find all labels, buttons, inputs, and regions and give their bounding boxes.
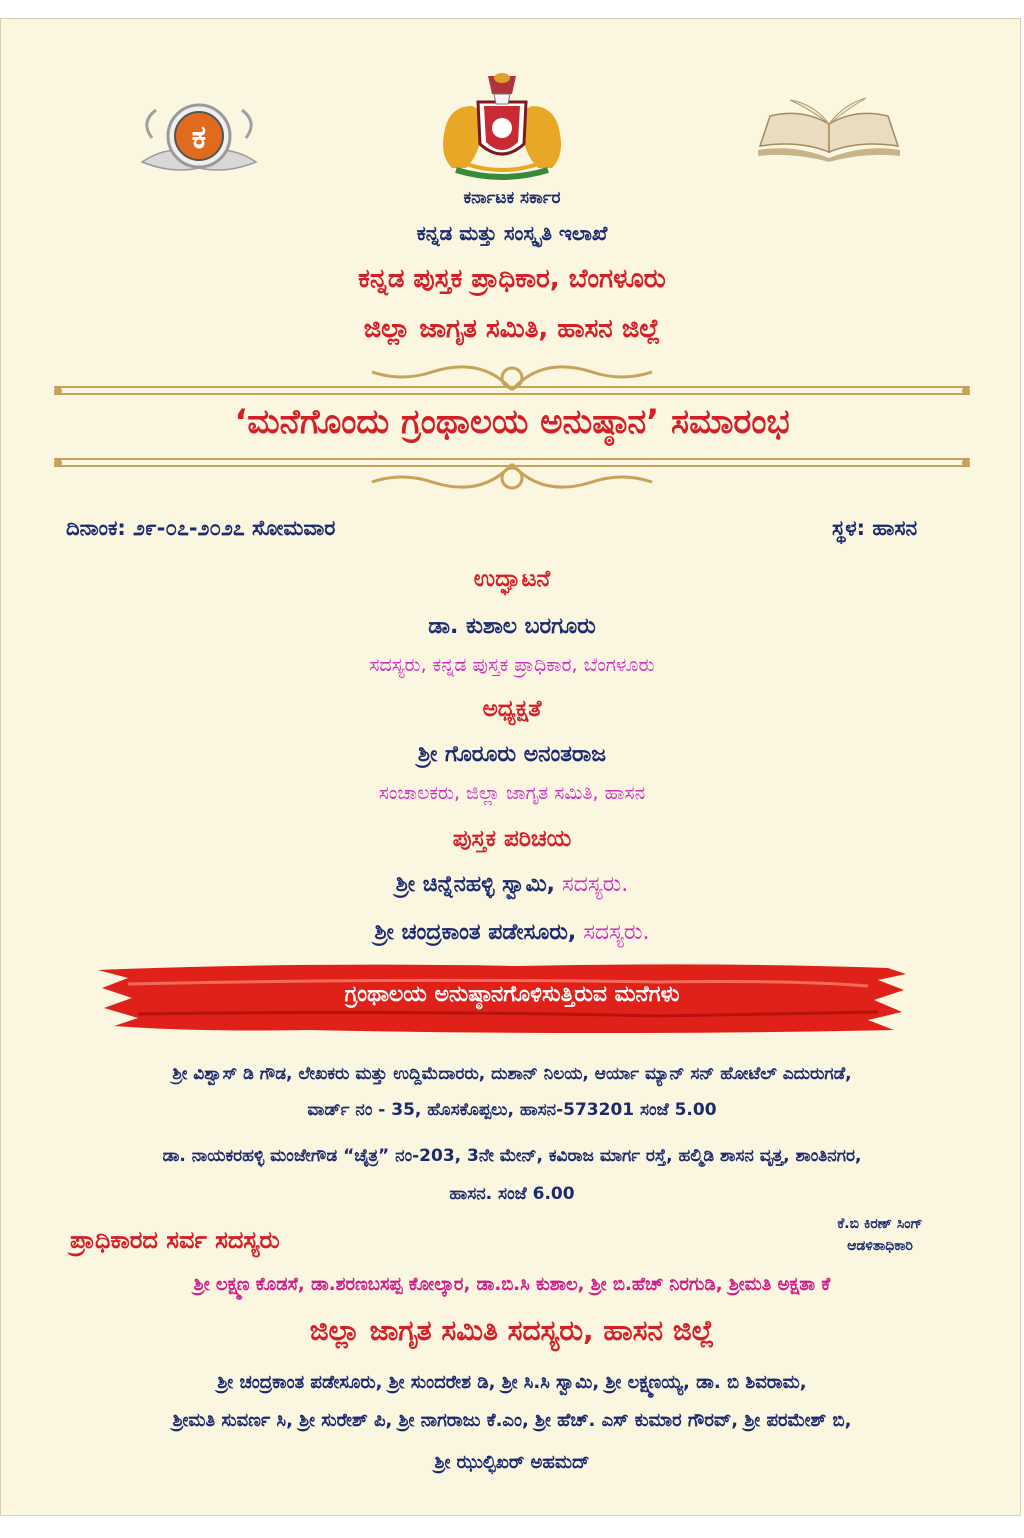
- speaker2-name: ಶ್ರೀ ಚಂದ್ರಕಾಂತ ಪಡೇಸೂರು,: [374, 920, 577, 945]
- committee-line3: ಶ್ರೀ ಝುಲ್ಫಿಖರ್ ಅಹಮದ್: [434, 1452, 590, 1473]
- bottom-ornament: [362, 458, 662, 504]
- department-name: ಕನ್ನಡ ಮತ್ತು ಸಂಸ್ಕೃತಿ ಇಲಾಖೆ: [416, 221, 608, 245]
- state-emblem: [436, 72, 568, 186]
- authority-members-list: ಶ್ರೀ ಲಕ್ಷ್ಮಣ ಕೊಡಸೆ, ಡಾ.ಶರಣಬಸಪ್ಪ ಕೋಲ್ಕಾರ, ಡಾ.ಬಿ.ಸಿ ಕುಶಾಲ, ಶ್ರೀ ಬಿ.ಹೆಚ್ ನಿರಗುಡಿ, ಶ್ರೀಮತಿ ಅಕ್ಷತಾ ಕೆ: [193, 1274, 831, 1295]
- committee-members-heading: ಜಿಲ್ಲಾ ಜಾಗೃತ ಸಮಿತಿ ಸದಸ್ಯರು, ಹಾಸನ ಜಿಲ್ಲೆ: [309, 1314, 715, 1347]
- home2-line2: ಹಾಸನ. ಸಂಜೆ 6.00: [449, 1184, 575, 1204]
- event-venue: ಸ್ಥಳ: ಹಾಸನ: [832, 516, 918, 540]
- banner-text: ಗ್ರಂಥಾಲಯ ಅನುಷ್ಠಾನಗೊಳಿಸುತ್ತಿರುವ ಮನೆಗಳು: [344, 982, 680, 1007]
- president-role: ಸಂಚಾಲಕರು, ಜಿಲ್ಲಾ ಜಾಗೃತ ಸಮಿತಿ, ಹಾಸನ: [378, 782, 646, 804]
- home2-line1: ಡಾ. ನಾಯಕರಹಳ್ಳಿ ಮಂಜೇಗೌಡ “ಚೈತ್ರ” ನಂ-203, 3ನೇ ಮೇನ್, ಕವಿರಾಜ ಮಾರ್ಗ ರಸ್ತೆ, ಹಲ್ಮಿಡಿ ಶಾಸನ ವೃತ್ತ, ಶಾಂತಿನಗರ,: [162, 1146, 862, 1166]
- presidency-heading: ಅಧ್ಯಕ್ಷತೆ: [482, 696, 542, 722]
- event-title: ‘ಮನೆಗೊಂದು ಗ್ರಂಥಾಲಯ ಅನುಷ್ಠಾನ’ ಸಮಾರಂಭ: [234, 402, 790, 442]
- home1-line1: ಶ್ರೀ ವಿಶ್ವಾಸ್ ಡಿ ಗೌಡ, ಲೇಖಕರು ಮತ್ತು ಉದ್ದಿಮೆದಾರರು, ದುಶಾನ್ ನಿಲಯ, ಆರ್ಯಾ ಮ್ಯಾನ್ ಸನ್ ಹೋಟೆಲ್ ಎದುರುಗಡೆ,: [172, 1064, 852, 1084]
- committee-line1: ಶ್ರೀ ಚಂದ್ರಕಾಂತ ಪಡೇಸೂರು, ಶ್ರೀ ಸುಂದರೇಶ ಡಿ, ಶ್ರೀ ಸಿ.ಸಿ ಸ್ವಾಮಿ, ಶ್ರೀ ಲಕ್ಷ್ಮಣಯ್ಯ, ಡಾ. ಬಿ ಶಿವರಾಮ,: [217, 1372, 807, 1393]
- inaugurator-name: ಡಾ. ಕುಶಾಲ ಬರಗೂರು: [428, 614, 596, 639]
- officer-title: ಆಡಳಿತಾಧಿಕಾರಿ: [847, 1238, 913, 1254]
- officer-name: ಕೆ.ಬಿ ಕಿರಣ್ ಸಿಂಗ್: [837, 1216, 923, 1232]
- committee-line2: ಶ್ರೀಮತಿ ಸುವರ್ಣ ಸಿ, ಶ್ರೀ ಸುರೇಶ್ ಪಿ, ಶ್ರೀ ನಾಗರಾಜು ಕೆ.ಎಂ, ಶ್ರೀ ಹೆಚ್. ಎಸ್ ಕುಮಾರ ಗೌರವ್, ಶ್ರೀ ಪರಮೇಶ್ ಬಿ,: [172, 1410, 852, 1431]
- speaker1-role: ಸದಸ್ಯರು.: [561, 872, 629, 897]
- emblem-caption: ಕರ್ನಾಟಕ ಸರ್ಕಾರ: [463, 188, 561, 208]
- open-book-icon: [754, 96, 904, 166]
- authority-logo: [132, 92, 266, 184]
- speaker2-line: [0, 920, 1024, 945]
- authority-members-heading: ಪ್ರಾಧಿಕಾರದ ಸರ್ವ ಸದಸ್ಯರು: [70, 1226, 280, 1254]
- book-intro-heading: ಪುಸ್ತಕ ಪರಿಚಯ: [452, 826, 572, 852]
- speaker2-role: ಸದಸ್ಯರು.: [583, 920, 650, 945]
- authority-name: ಕನ್ನಡ ಪುಸ್ತಕ ಪ್ರಾಧಿಕಾರ, ಬೆಂಗಳೂರು: [358, 264, 666, 294]
- inaugurator-role: ಸದಸ್ಯರು, ಕನ್ನಡ ಪುಸ್ತಕ ಪ್ರಾಧಿಕಾರ, ಬೆಂಗಳೂರು: [369, 654, 655, 676]
- speaker1-name: ಶ್ರೀ ಚಿನ್ನೆನಹಳ್ಳಿ ಸ್ವಾಮಿ,: [395, 872, 555, 897]
- logo-letter: ಕ: [191, 118, 207, 156]
- top-ornament: [362, 350, 662, 396]
- event-date: ದಿನಾಂಕ: ೨೯-೦೭-೨೦೨೭ ಸೋಮವಾರ: [66, 516, 336, 540]
- committee-name: ಜಿಲ್ಲಾ ಜಾಗೃತ ಸಮಿತಿ, ಹಾಸನ ಜಿಲ್ಲೆ: [363, 314, 661, 344]
- inauguration-heading: ಉದ್ಘಾಟನೆ: [473, 566, 551, 592]
- home1-line2: ವಾರ್ಡ್ ನಂ - 35, ಹೊಸಕೊಪ್ಪಲು, ಹಾಸನ-573201 ಸಂಜೆ 5.00: [307, 1100, 717, 1120]
- speaker1-line: [0, 872, 1024, 897]
- president-name: ಶ್ರೀ ಗೊರೂರು ಅನಂತರಾಜ: [417, 742, 607, 767]
